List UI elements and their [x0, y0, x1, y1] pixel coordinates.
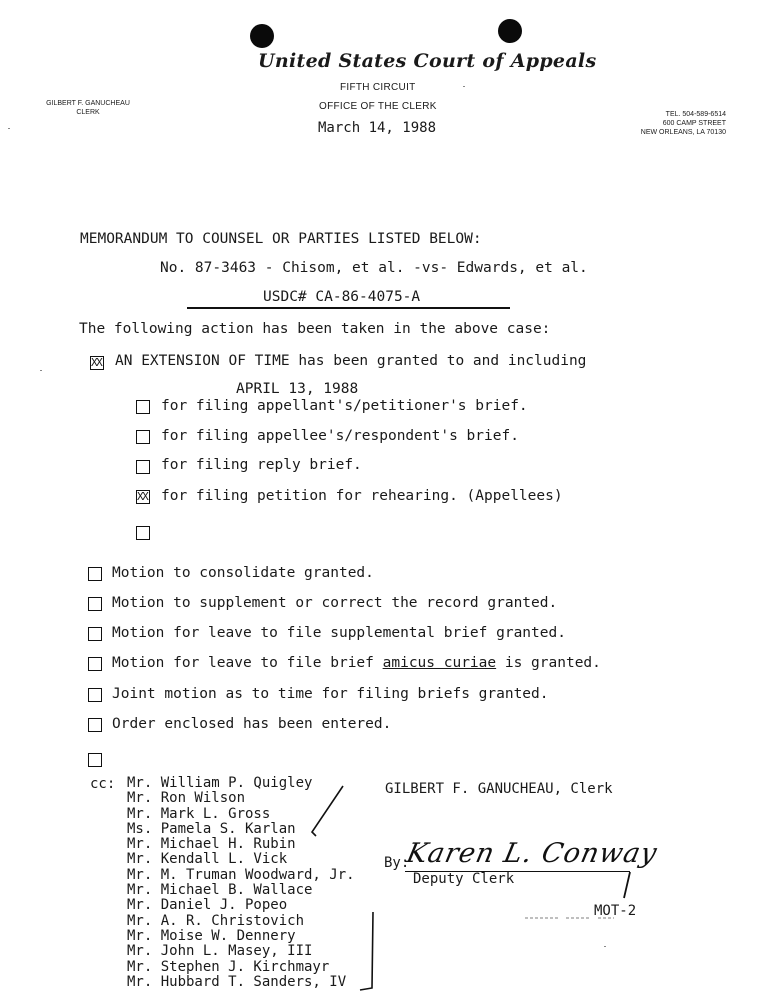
clerk-signature-line: GILBERT F. GANUCHEAU, Clerk [385, 781, 613, 797]
cc-label: cc: [90, 776, 116, 792]
appellant-brief-checkbox[interactable] [136, 400, 150, 414]
punch-hole-right [498, 19, 522, 43]
contact-street: 600 CAMP STREET [662, 120, 726, 127]
consolidate-label: Motion to consolidate granted. [112, 565, 374, 581]
cc-name: Mr. Hubbard T. Sanders, IV [127, 973, 347, 990]
cc-name: Mr. Kendall L. Vick [127, 851, 288, 868]
cc-name: Mr. M. Truman Woodward, Jr. [127, 866, 355, 883]
reply-brief-checkbox[interactable] [136, 460, 150, 474]
cc-list [127, 776, 355, 990]
memo-heading: MEMORANDUM TO COUNSEL OR PARTIES LISTED BELOW: [80, 231, 482, 247]
contact-city: NEW ORLEANS, LA 70130 [640, 129, 726, 136]
usdc-underline [187, 307, 510, 309]
contact-tel: TEL. 504-589-6514 [665, 111, 726, 118]
rehearing-label: for filing petition for rehearing. (Appellees) [161, 488, 563, 504]
joint-motion-checkbox[interactable] [88, 688, 102, 702]
order-enclosed-label: Order enclosed has been entered. [112, 716, 392, 732]
by-label: By: [384, 855, 410, 871]
cc-name: Mr. A. R. Christovich [127, 912, 305, 929]
joint-motion-label: Joint motion as to time for filing briefs granted. [112, 686, 549, 702]
appellant-brief-label: for filing appellant's/petitioner's brief. [161, 398, 528, 414]
scan-speck [604, 946, 606, 947]
scan-speck [463, 86, 465, 87]
extension-checkbox[interactable] [90, 356, 104, 370]
extension-label: AN EXTENSION OF TIME has been granted to and including [115, 353, 587, 369]
amicus-label-post: is granted. [496, 655, 601, 671]
deputy-clerk-label: Deputy Clerk [413, 871, 515, 887]
supplement-label: Motion to supplement or correct the record granted. [112, 595, 558, 611]
cc-name: Mr. William P. Quigley [127, 775, 313, 791]
supplement-checkbox[interactable] [88, 597, 102, 611]
handwritten-signature: Karen L. Conway [403, 838, 661, 869]
clerk-title: CLERK [76, 109, 100, 116]
supplemental-brief-label: Motion for leave to file supplemental brief granted. [112, 625, 566, 641]
blank-motion-checkbox[interactable] [88, 753, 102, 767]
extension-date: APRIL 13, 1988 [236, 381, 359, 397]
appellee-brief-checkbox[interactable] [136, 430, 150, 444]
consolidate-checkbox[interactable] [88, 567, 102, 581]
cc-name: Mr. Michael B. Wallace [127, 882, 313, 899]
scan-speck [8, 128, 10, 129]
usdc-number: USDC# CA-86-4075-A [263, 289, 421, 305]
amicus-label-pre: Motion for leave to file brief [112, 655, 383, 671]
signature-tick [624, 872, 630, 898]
clerk-name: GILBERT F. GANUCHEAU [46, 100, 130, 107]
office-name: OFFICE OF THE CLERK [319, 101, 437, 112]
cc-name: Mr. Michael H. Rubin [127, 836, 296, 853]
action-intro: The following action has been taken in the above case: [79, 321, 551, 337]
order-enclosed-checkbox[interactable] [88, 718, 102, 732]
scan-speck [40, 370, 42, 371]
cc-name: Mr. Stephen J. Kirchmayr [127, 958, 330, 975]
cc-name: Mr. Ron Wilson [127, 790, 246, 807]
supplemental-brief-checkbox[interactable] [88, 627, 102, 641]
circuit-name: FIFTH CIRCUIT [340, 82, 416, 93]
cc-name: Ms. Pamela S. Karlan [127, 820, 296, 837]
bracket-line [360, 912, 373, 990]
amicus-term: amicus curiae [382, 655, 497, 671]
court-name: United States Court of Appeals [258, 50, 597, 72]
case-number: No. 87-3463 - Chisom, et al. -vs- Edwards, et al. [160, 260, 588, 276]
clerk-block [36, 99, 140, 117]
rehearing-checkbox[interactable] [136, 490, 150, 504]
appellee-brief-label: for filing appellee's/respondent's brief. [161, 428, 519, 444]
memo-date: March 14, 1988 [318, 120, 437, 136]
punch-hole-left [250, 24, 274, 48]
cc-name: Mr. Daniel J. Popeo [127, 897, 288, 914]
cc-name: Mr. Moise W. Dennery [127, 927, 296, 944]
reply-brief-label: for filing reply brief. [161, 457, 362, 473]
cc-name: Mr. Mark L. Gross [127, 805, 271, 822]
blank-extension-checkbox[interactable] [136, 526, 150, 540]
contact-block [616, 110, 726, 137]
form-code: MOT-2 [594, 903, 637, 919]
amicus-checkbox[interactable] [88, 657, 102, 671]
cc-name: Mr. John L. Masey, III [127, 943, 313, 960]
amicus-label [112, 655, 601, 671]
